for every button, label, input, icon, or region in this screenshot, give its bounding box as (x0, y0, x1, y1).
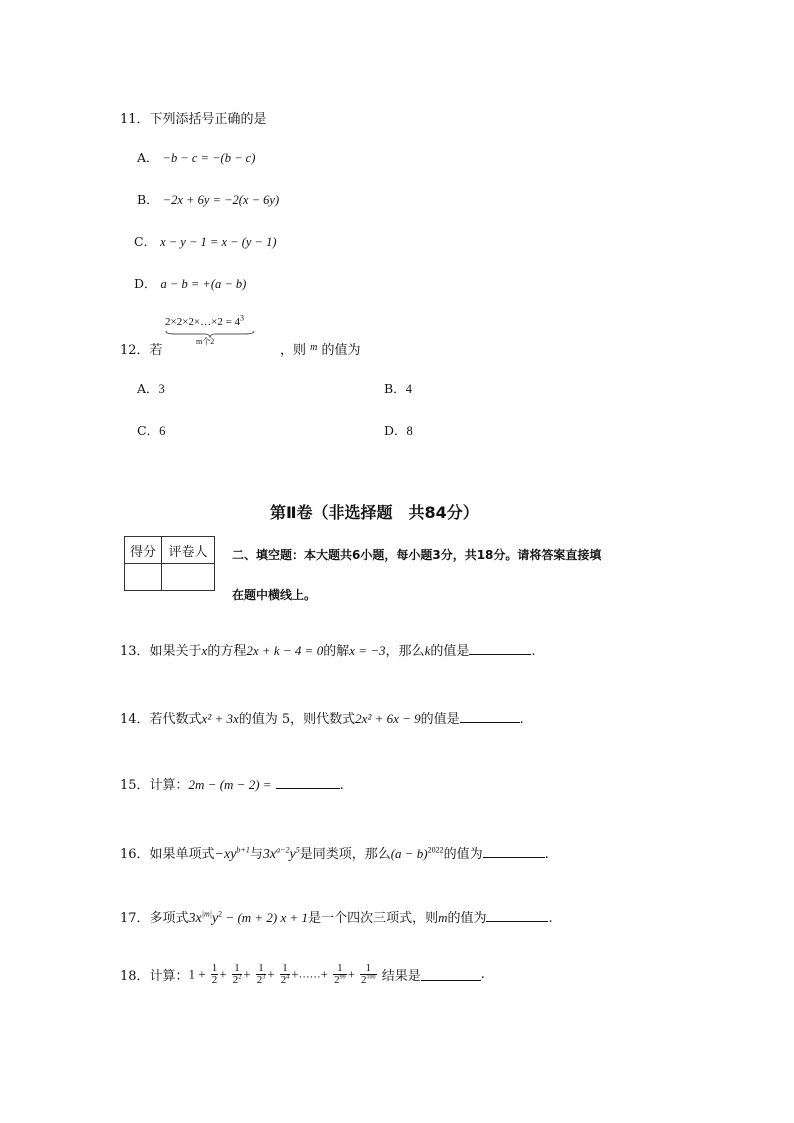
option-value: 6 (159, 424, 166, 438)
q18-ellipsis: …… (298, 968, 321, 981)
q17-term-2: y (211, 911, 219, 926)
q18-text: 18．计算： (120, 969, 189, 984)
q13-answer-blank[interactable] (469, 642, 531, 655)
option-label: C． (134, 234, 157, 249)
q16-term-3-exponent: 2022 (427, 845, 444, 855)
option-expression: −b − c = −(b − c) (162, 151, 256, 165)
q14-period: . (519, 712, 524, 727)
q15 (120, 774, 344, 793)
q18-answer-blank[interactable] (421, 968, 481, 981)
grader-cell[interactable] (162, 564, 215, 591)
denominator-base: 2 (334, 974, 340, 986)
option-value: 4 (405, 382, 412, 396)
option-label: D． (134, 276, 157, 291)
q15-answer-blank[interactable] (276, 776, 340, 789)
q12-option-a[interactable] (137, 379, 165, 397)
q18: 18．计算：1 + $\frac{1}{2}$ + $\frac{1}{2^2}$ + $\frac{1}{2^3}$ + $\frac{1}{2^4}$ +……+ $\frac{1}{2^{99}}$ + $\frac{1}{2^{100}}$ 结果是 . (120, 962, 485, 986)
q16-term-2: 3x (262, 847, 277, 862)
q14-expression-2: 2x² + 6x − 9 (355, 711, 421, 726)
q14-answer-blank[interactable] (460, 710, 520, 723)
q14-text: 14．若代数式 (120, 712, 202, 727)
denominator-base: 2 (232, 974, 239, 986)
section-instruction-line2: 在题中横线上。 (232, 588, 317, 602)
q15-expression: 2m − (m − 2) = (188, 777, 272, 792)
q13-equation: 2x + k − 4 = 0 (246, 643, 324, 658)
q12-formula (165, 313, 245, 328)
q17-term-1-exponent: |m| (201, 909, 212, 919)
q16-text: 与 (249, 847, 263, 862)
denominator-exponent: 2 (238, 974, 242, 981)
q13-text: ，那么 (385, 644, 425, 659)
q12-stem-suffix: ，则 (280, 343, 307, 358)
option-label: A． (137, 381, 159, 396)
denominator-base: 2 (256, 974, 263, 986)
q13-text: 的值是 (430, 644, 470, 659)
q17-text: 的值为 (447, 911, 487, 926)
q12-stem (120, 339, 163, 358)
q17 (120, 907, 553, 927)
q13-text: 的解 (323, 644, 350, 659)
fraction-numerator: 1 (360, 963, 377, 975)
fraction-denominator (280, 975, 291, 986)
q12-formula-exponent: 3 (240, 313, 245, 323)
option-label: B． (137, 192, 159, 207)
q13 (120, 640, 536, 659)
q17-term-1: 3x (188, 911, 202, 926)
q11-option-d[interactable] (134, 274, 246, 292)
q14-text: 的值是 (420, 712, 460, 727)
q13-period: . (531, 644, 536, 659)
fraction-denominator (333, 975, 347, 986)
q16-term-2-exponent: a−2 (276, 845, 290, 855)
q14-expression-1: x² + 3x (201, 711, 239, 726)
fraction-numerator: 1 (211, 962, 218, 974)
option-value: 8 (406, 424, 413, 438)
q17-term-3: − (m + 2) x + 1 (222, 910, 309, 925)
q16-term-2-y-exponent: 5 (295, 845, 300, 855)
q18-period: . (480, 967, 485, 982)
denominator-exponent: 3 (262, 974, 266, 981)
q18-text: 结果是 (381, 969, 421, 984)
q12-formula-underbrace-label: m个2 (196, 337, 215, 346)
fraction-numerator: 1 (256, 963, 267, 975)
q17-answer-blank[interactable] (486, 909, 548, 922)
q14-text: 的值为 5，则代数式 (238, 712, 356, 727)
q16-answer-blank[interactable] (483, 845, 545, 858)
fraction-numerator: 1 (280, 963, 291, 975)
denominator-base: 2 (280, 974, 287, 986)
option-label: C． (137, 423, 160, 438)
q16-term-2-y: y (289, 847, 296, 862)
q11-option-a[interactable] (137, 148, 255, 166)
q18-fraction (232, 963, 243, 986)
q16-term-3: (a − b) (390, 846, 428, 861)
q13-variable-k: k (424, 643, 431, 658)
q11-stem: 11．下列添括号正确的是 (120, 112, 267, 127)
q15-text: 15．计算： (120, 778, 189, 793)
q17-period: . (548, 911, 553, 926)
fraction-denominator (360, 975, 377, 986)
option-label: A． (137, 150, 159, 165)
option-expression: x − y − 1 = x − (y − 1) (160, 235, 277, 249)
q16-text: 是同类项，那么 (299, 847, 391, 862)
denominator-exponent: 4 (286, 974, 290, 981)
denominator-base: 2 (361, 974, 367, 986)
q18-fraction (333, 963, 347, 986)
score-table (124, 536, 215, 591)
fraction-numerator: 1 (333, 963, 347, 975)
q18-fraction (360, 963, 377, 986)
fraction-denominator (232, 975, 243, 986)
q12-stem-prefix: 12．若 (120, 343, 163, 358)
q16-period: . (544, 847, 549, 862)
option-expression: −2x + 6y = −2(x − 6y) (162, 193, 280, 207)
q12-option-d[interactable] (384, 421, 413, 439)
option-expression: a − b = +(a − b) (160, 277, 247, 291)
q17-term-2-exponent: 2 (218, 909, 223, 919)
section-instruction-line1: 二、填空题：本大题共6小题，每小题3分，共18分。请将答案直接填 (232, 548, 602, 562)
q16-text: 的值为 (443, 847, 483, 862)
denominator-base: 2 (211, 974, 218, 986)
score-header: 得分 (125, 537, 162, 564)
fraction-denominator (256, 975, 267, 986)
fraction-denominator (211, 975, 219, 986)
q15-period: . (339, 778, 344, 793)
q16 (120, 843, 549, 863)
q11-option-b[interactable] (137, 190, 279, 208)
score-cell[interactable] (125, 564, 162, 591)
q16-text: 16．如果单项式 (120, 847, 215, 862)
q13-variable-x: x (201, 643, 208, 658)
q11-option-c[interactable] (134, 232, 277, 250)
option-label: B． (384, 381, 406, 396)
q12-variable: m (310, 342, 318, 353)
q17-variable-m: m (438, 910, 448, 925)
option-label: D． (384, 423, 407, 438)
q13-text: 13．如果关于 (120, 644, 202, 659)
grader-header: 评卷人 (162, 537, 215, 564)
q13-solution: x = −3 (349, 643, 386, 658)
q17-text: 是一个四次三项式，则 (308, 911, 439, 926)
q12-formula-product: 2×2×2×…×2 = 4 (165, 316, 241, 328)
q12-underbrace-icon (165, 330, 255, 338)
section-title: 第Ⅱ卷（非选择题 共84分） (270, 503, 479, 522)
q18-fraction (211, 963, 219, 986)
q18-fraction (256, 963, 267, 986)
q18-fraction (280, 963, 291, 986)
q17-text: 17．多项式 (120, 911, 189, 926)
denominator-exponent: 100 (366, 974, 376, 981)
q12-stem-end: 的值为 (321, 343, 361, 358)
option-value: 3 (158, 382, 165, 396)
q18-lead: 1 + (188, 966, 206, 982)
q13-text: 的方程 (207, 644, 247, 659)
denominator-exponent: 99 (339, 974, 346, 981)
q12-stem-tail (280, 339, 361, 358)
q16-term-1: −xy (214, 847, 237, 862)
fraction-numerator: 1 (232, 963, 243, 975)
q14 (120, 708, 524, 727)
q12-option-b[interactable] (384, 379, 412, 397)
q12-option-c[interactable] (137, 421, 165, 439)
q16-term-1-exponent: b+1 (236, 845, 250, 855)
